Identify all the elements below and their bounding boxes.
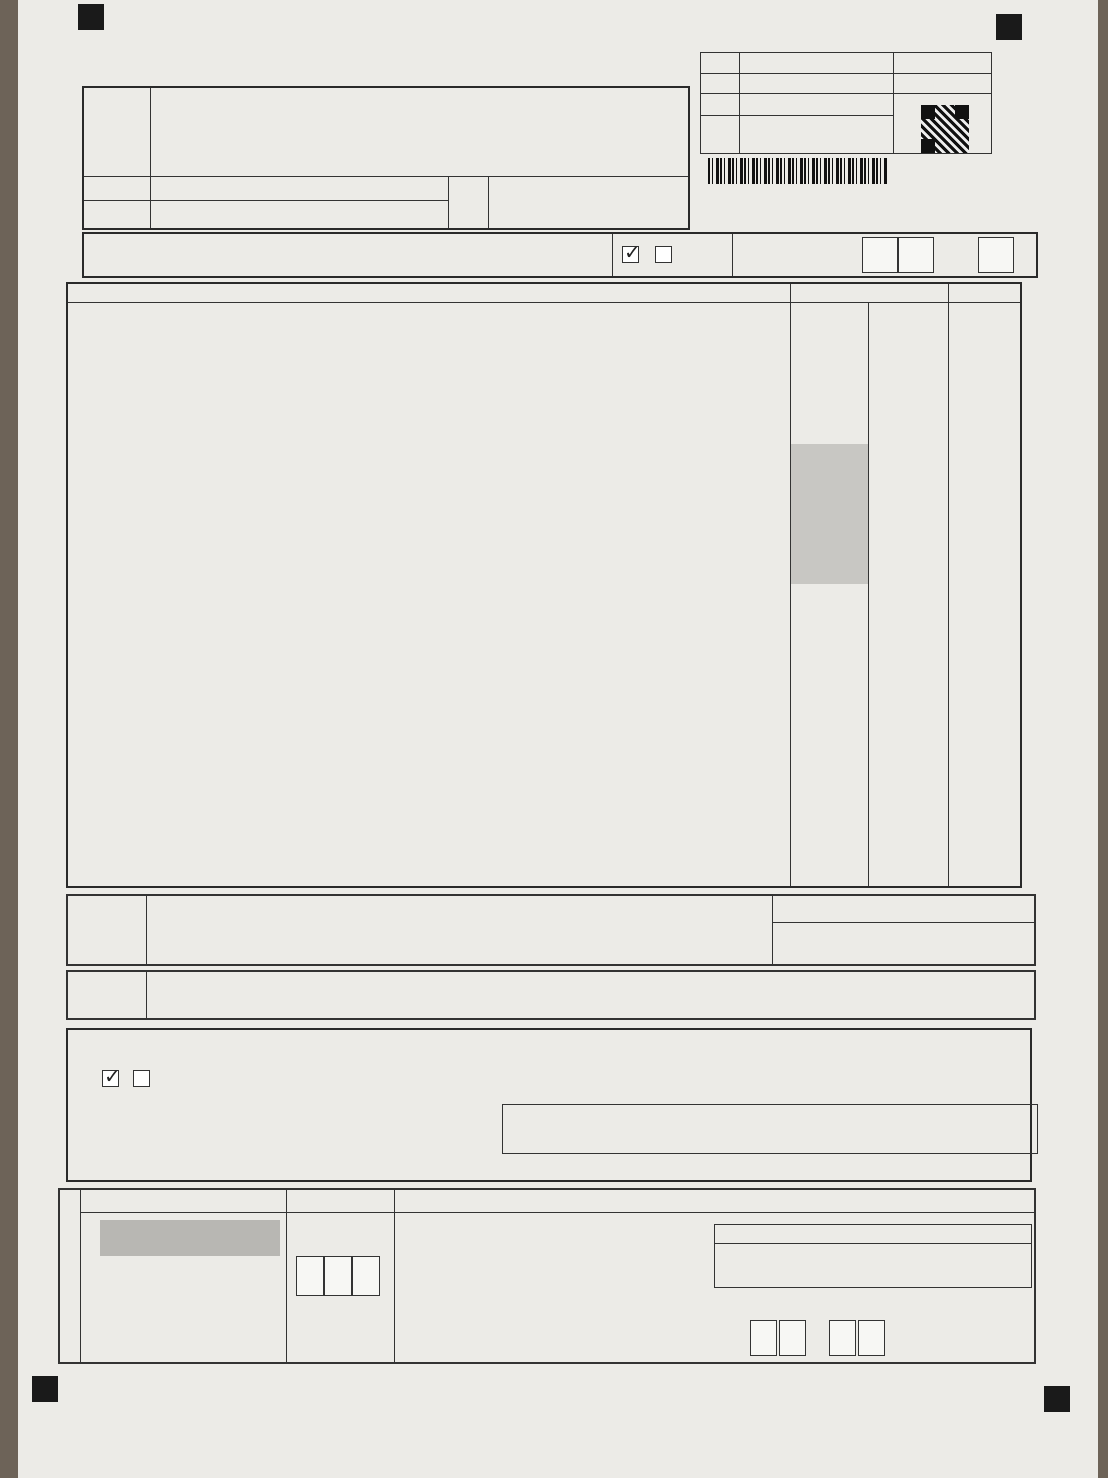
questions-table — [66, 282, 1022, 888]
consent-question-row — [102, 1070, 156, 1087]
corner-marker — [996, 14, 1022, 40]
vacc-day-box[interactable] — [858, 1320, 885, 1356]
consent-no-checkbox[interactable] — [133, 1070, 150, 1087]
corner-marker — [78, 4, 104, 30]
doctor-section — [66, 894, 1036, 966]
vacc-month-box[interactable] — [750, 1320, 777, 1356]
vacc-day-box[interactable] — [829, 1320, 856, 1356]
sticker-area — [100, 1220, 280, 1256]
institution-section — [66, 970, 1036, 1020]
dose-digit-box[interactable] — [352, 1256, 380, 1296]
vacc-month-box[interactable] — [779, 1320, 806, 1356]
temp-digit-box[interactable] — [862, 237, 898, 273]
vaccine-record-section — [58, 1188, 1036, 1364]
signature-area[interactable] — [502, 1104, 1038, 1154]
dose-digit-box[interactable] — [324, 1256, 352, 1296]
consent-yes-checkbox[interactable] — [102, 1070, 119, 1087]
code-cells[interactable] — [715, 1243, 1031, 1287]
female-checkbox[interactable] — [655, 246, 672, 263]
personal-info-box — [82, 86, 690, 230]
institution-code-box — [714, 1224, 1032, 1288]
temp-digit-box[interactable] — [898, 237, 934, 273]
barcode-icon — [708, 158, 888, 184]
qr-code-icon — [921, 105, 969, 153]
birth-row — [82, 232, 1038, 278]
vaccination-date[interactable] — [730, 1320, 891, 1360]
dose-digit-box[interactable] — [296, 1256, 324, 1296]
sex-options — [622, 246, 678, 263]
form-paper — [18, 0, 1098, 1478]
dose-boxes[interactable] — [296, 1256, 380, 1296]
male-checkbox[interactable] — [622, 246, 639, 263]
temp-fields[interactable] — [862, 237, 934, 273]
temp-decimal-box[interactable] — [978, 237, 1014, 273]
corner-marker — [1044, 1386, 1070, 1412]
consent-box — [66, 1028, 1032, 1182]
corner-marker — [32, 1376, 58, 1402]
ticket-box — [700, 52, 992, 154]
